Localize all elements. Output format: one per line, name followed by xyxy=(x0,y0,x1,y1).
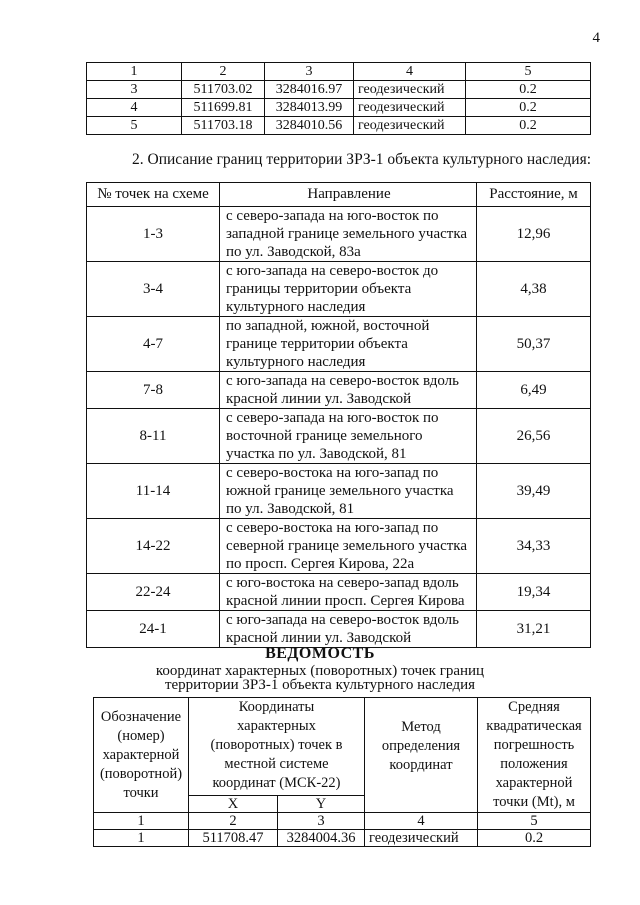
points-cell: 24-1 xyxy=(87,611,220,648)
boundary-description-table xyxy=(86,182,591,648)
direction-line: культурного наследия xyxy=(226,354,366,370)
header-direction: Направление xyxy=(220,183,477,207)
point-id: 5 xyxy=(87,117,182,135)
header-line: характерной xyxy=(102,746,180,763)
direction-line: восточной границе земельного xyxy=(226,428,423,444)
point-id: 3 xyxy=(87,81,182,99)
direction-line: по ул. Заводской, 81 xyxy=(226,501,355,517)
direction-line: с юго-запада на северо-восток вдоль xyxy=(226,373,459,389)
table-row xyxy=(87,99,591,117)
direction-line: с северо-востока на юго-запад по xyxy=(226,465,439,481)
coord-x: 511708.47 xyxy=(189,830,278,847)
header-y: Y xyxy=(278,795,365,812)
header-line: точки xyxy=(123,784,159,801)
header-spacer xyxy=(369,698,473,718)
header-line: квадратическая xyxy=(486,718,582,734)
coord-x: 511703.18 xyxy=(182,117,265,135)
table-row xyxy=(87,117,591,135)
points-cell: 1-3 xyxy=(87,207,220,262)
table-header-row xyxy=(94,698,591,796)
error-value: 0.2 xyxy=(478,830,591,847)
header-coordinates xyxy=(189,698,365,796)
points-cell: 3-4 xyxy=(87,262,220,317)
direction-line: южной границе земельного участка xyxy=(226,483,454,499)
header-line: погрешность xyxy=(493,737,575,753)
coord-x: 511703.02 xyxy=(182,81,265,99)
table-row xyxy=(87,409,591,464)
method: геодезический xyxy=(365,830,478,847)
table-row xyxy=(87,317,591,372)
coordinates-table xyxy=(93,697,591,847)
distance-cell: 50,37 xyxy=(477,317,591,372)
column-number: 5 xyxy=(478,813,591,830)
points-cell: 14-22 xyxy=(87,519,220,574)
table-row xyxy=(87,372,591,409)
header-line: местной системе xyxy=(224,756,329,772)
direction-cell xyxy=(220,611,477,648)
direction-line: красной линии просп. Сергея Кирова xyxy=(226,593,465,609)
direction-line: по западной, южной, восточной xyxy=(226,318,430,334)
column-number: 2 xyxy=(182,63,265,81)
direction-line: с юго-запада на северо-восток вдоль xyxy=(226,612,459,628)
distance-cell: 19,34 xyxy=(477,574,591,611)
direction-line: с юго-запада на северо-восток до xyxy=(226,263,439,279)
point-id: 1 xyxy=(94,830,189,847)
header-line: точки (Mt), м xyxy=(493,794,575,810)
header-line: Координаты xyxy=(238,699,315,715)
header-line: Средняя xyxy=(508,699,560,715)
column-number: 3 xyxy=(265,63,354,81)
distance-cell: 4,38 xyxy=(477,262,591,317)
table-row xyxy=(87,207,591,262)
coord-y: 3284010.56 xyxy=(265,117,354,135)
table-row xyxy=(87,81,591,99)
points-cell: 7-8 xyxy=(87,372,220,409)
table-row xyxy=(87,519,591,574)
header-line: координат xyxy=(389,757,453,773)
table-header-row xyxy=(87,63,591,81)
direction-cell xyxy=(220,464,477,519)
direction-line: красной линии ул. Заводской xyxy=(226,391,412,407)
error-value: 0.2 xyxy=(466,117,591,135)
header-line: характерных xyxy=(237,718,316,734)
page-number: 4 xyxy=(592,30,600,46)
coord-y: 3284013.99 xyxy=(265,99,354,117)
direction-line: северной границе земельного участка xyxy=(226,538,468,554)
table-row xyxy=(87,574,591,611)
distance-cell: 12,96 xyxy=(477,207,591,262)
direction-cell xyxy=(220,262,477,317)
header-line: Метод xyxy=(401,719,441,735)
header-mean-error xyxy=(478,698,591,813)
header-point-designation xyxy=(94,698,189,813)
direction-cell xyxy=(220,207,477,262)
direction-line: границе территории объекта xyxy=(226,336,408,352)
direction-cell xyxy=(220,519,477,574)
column-number: 4 xyxy=(354,63,466,81)
direction-cell xyxy=(220,409,477,464)
header-line: определения xyxy=(381,738,461,754)
header-line: положения xyxy=(500,756,568,772)
direction-cell xyxy=(220,372,477,409)
direction-line: культурного наследия xyxy=(226,299,366,315)
direction-line: с юго-востока на северо-запад вдоль xyxy=(226,575,459,591)
direction-line: участка по ул. Заводской, 81 xyxy=(226,446,407,462)
distance-cell: 31,21 xyxy=(477,611,591,648)
direction-line: с северо-запада на юго-восток по xyxy=(226,410,439,426)
header-line: Обозначение xyxy=(100,708,182,725)
table-row xyxy=(87,611,591,648)
column-number: 3 xyxy=(278,813,365,830)
points-cell: 4-7 xyxy=(87,317,220,372)
column-number: 1 xyxy=(94,813,189,830)
distance-cell: 26,56 xyxy=(477,409,591,464)
table-row xyxy=(87,262,591,317)
header-method xyxy=(365,698,478,813)
table-row xyxy=(87,464,591,519)
header-x: X xyxy=(189,795,278,812)
vedomost-subtitle: территории ЗРЗ-1 объекта культурного наследия xyxy=(164,677,476,693)
direction-cell xyxy=(220,574,477,611)
direction-line: с северо-запада на юго-восток по xyxy=(226,208,439,224)
header-line: (поворотной) xyxy=(99,765,183,782)
direction-line: с северо-востока на юго-запад по xyxy=(226,520,439,536)
distance-cell: 6,49 xyxy=(477,372,591,409)
direction-cell xyxy=(220,317,477,372)
method: геодезический xyxy=(354,81,466,99)
direction-line: красной линии ул. Заводской xyxy=(226,630,412,646)
distance-cell: 34,33 xyxy=(477,519,591,574)
header-line: (поворотных) точек в xyxy=(210,737,343,753)
coord-y: 3284004.36 xyxy=(278,830,365,847)
coordinates-table-continuation xyxy=(86,62,591,135)
method: геодезический xyxy=(354,117,466,135)
coord-x: 511699.81 xyxy=(182,99,265,117)
points-cell: 22-24 xyxy=(87,574,220,611)
coord-y: 3284016.97 xyxy=(265,81,354,99)
header-line: характерной xyxy=(495,775,573,791)
direction-line: по ул. Заводской, 83а xyxy=(226,244,361,260)
points-cell: 8-11 xyxy=(87,409,220,464)
section-title: 2. Описание границ территории ЗРЗ-1 объекта культурного наследия: xyxy=(132,151,592,168)
header-line: (номер) xyxy=(117,727,165,744)
table-header-row xyxy=(87,183,591,207)
method: геодезический xyxy=(354,99,466,117)
header-line: координат (МСК-22) xyxy=(212,775,341,791)
header-points: № точек на схеме xyxy=(87,183,220,207)
table-number-row xyxy=(94,813,591,830)
vedomost-subtitle: координат характерных (поворотных) точек границ xyxy=(155,663,485,679)
direction-line: границы территории объекта xyxy=(226,281,412,297)
column-number: 4 xyxy=(365,813,478,830)
table-row xyxy=(94,830,591,847)
direction-line: по просп. Сергея Кирова, 22а xyxy=(226,556,415,572)
vedomost-title: ВЕДОМОСТЬ xyxy=(265,645,375,662)
column-number: 1 xyxy=(87,63,182,81)
direction-line: западной границе земельного участка xyxy=(226,226,468,242)
distance-cell: 39,49 xyxy=(477,464,591,519)
point-id: 4 xyxy=(87,99,182,117)
column-number: 5 xyxy=(466,63,591,81)
error-value: 0.2 xyxy=(466,99,591,117)
column-number: 2 xyxy=(189,813,278,830)
points-cell: 11-14 xyxy=(87,464,220,519)
header-distance: Расстояние, м xyxy=(477,183,591,207)
error-value: 0.2 xyxy=(466,81,591,99)
